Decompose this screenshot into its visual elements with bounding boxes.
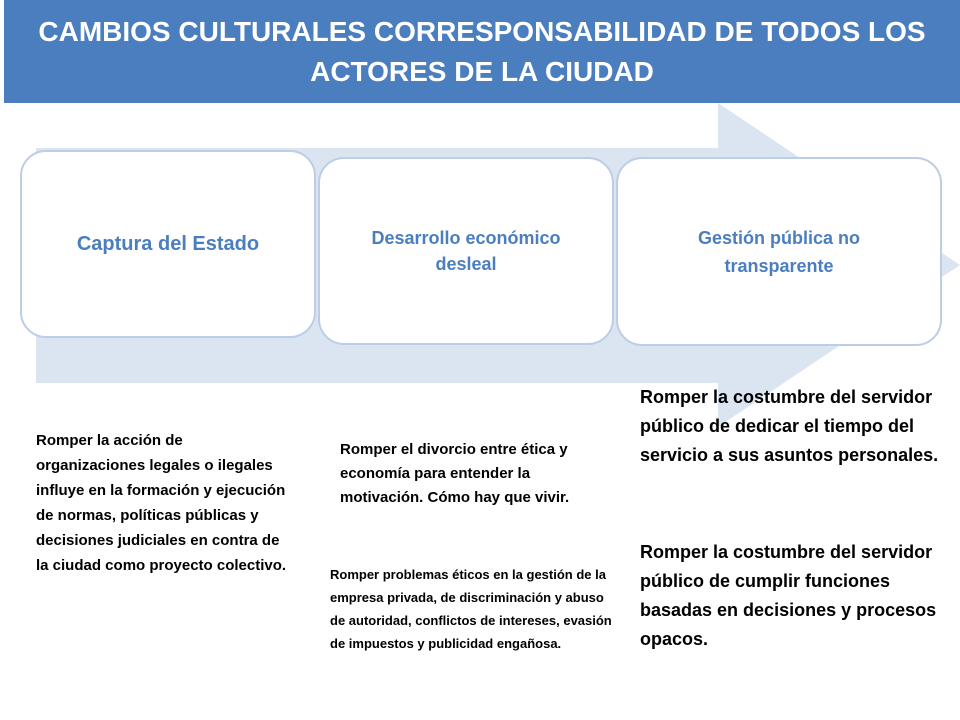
step-captura-del-estado [20, 150, 316, 338]
gestion-description-1: Romper la costumbre del servidor público de dedicar el tiempo del servicio a sus asuntos personales. [640, 387, 939, 465]
step-desarrollo-economico [318, 157, 614, 345]
step-label: Captura del Estado [76, 232, 260, 255]
gestion-description-2: Romper la costumbre del servidor público de cumplir funciones basadas en decisiones y procesos opacos. [640, 542, 937, 649]
step-label: Desarrollo económico desleal [371, 228, 561, 274]
page-title: CAMBIOS CULTURALES CORRESPONSABILIDAD DE TODOS LOS ACTORES DE LA CIUDAD [38, 15, 926, 87]
desarrollo-description-2: Romper problemas éticos en la gestión de la empresa privada, de discriminación y abuso de autoridad, conflictos de intereses, evasión de impuestos y publicidad engañosa. [330, 567, 612, 651]
step-gestion-publica [616, 157, 942, 346]
desarrollo-description-1: Romper el divorcio entre ética y economía para entender la motivación. Cómo hay que vivir. [340, 441, 570, 506]
title-banner [4, 0, 960, 103]
step-label: Gestión pública no transparente [697, 227, 860, 276]
captura-description: Romper la acción de organizaciones legales o ilegales influye en la formación y ejecución de normas, políticas públicas y decisiones judiciales en contra de la ciudad como proyecto colectivo. [36, 432, 287, 574]
